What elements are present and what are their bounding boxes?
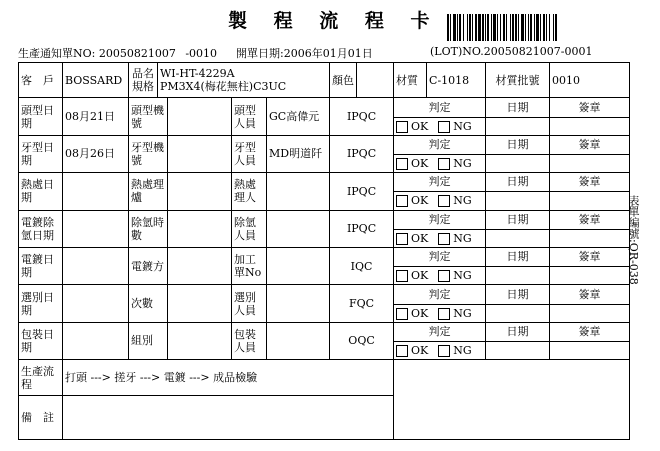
material-batch-label: 材質批號 bbox=[486, 63, 550, 98]
ng-checkbox[interactable] bbox=[438, 308, 450, 320]
ng-label: NG bbox=[453, 306, 472, 320]
judge-options bbox=[394, 155, 485, 172]
step-person-cell bbox=[232, 210, 330, 247]
judge-options bbox=[394, 230, 485, 247]
ng-checkbox[interactable] bbox=[438, 233, 450, 245]
step-person-value bbox=[267, 285, 330, 321]
sign-header: 簽章 bbox=[550, 211, 629, 230]
step-machine-value bbox=[168, 98, 232, 134]
step-date-value: 08月21日 bbox=[63, 98, 129, 135]
production-notice-no: 20050821007 bbox=[98, 47, 176, 60]
ok-label: OK bbox=[411, 306, 429, 320]
step-sign-cell bbox=[550, 285, 630, 322]
ng-checkbox[interactable] bbox=[438, 195, 450, 207]
date-check-value[interactable] bbox=[486, 342, 549, 359]
date-header: 日期 bbox=[486, 99, 549, 118]
judge-options bbox=[394, 118, 485, 135]
item-label: 品名規格 bbox=[129, 63, 158, 98]
flow-value: 打頭 ---> 搓牙 ---> 電鍍 ---> 成品檢驗 bbox=[63, 360, 394, 396]
ok-checkbox[interactable] bbox=[396, 233, 408, 245]
step-judge-cell bbox=[394, 135, 486, 172]
production-notice-suffix: -0010 bbox=[185, 47, 218, 60]
step-person-cell bbox=[232, 98, 330, 135]
step-person-label: 牙型人員 bbox=[232, 136, 267, 172]
step-person-value bbox=[267, 323, 330, 359]
sign-value[interactable] bbox=[550, 230, 629, 247]
process-row bbox=[19, 173, 630, 210]
sign-value[interactable] bbox=[550, 305, 629, 322]
info-row bbox=[19, 63, 630, 98]
sign-value[interactable] bbox=[550, 155, 629, 172]
step-machine-label: 除氫時數 bbox=[129, 211, 168, 247]
sign-value[interactable] bbox=[550, 342, 629, 359]
production-notice bbox=[18, 45, 217, 61]
sign-header: 簽章 bbox=[550, 248, 629, 267]
ok-checkbox[interactable] bbox=[396, 121, 408, 133]
ok-label: OK bbox=[411, 231, 429, 245]
ng-label: NG bbox=[453, 269, 472, 283]
step-machine-cell bbox=[129, 210, 232, 247]
lot-number bbox=[430, 45, 592, 58]
step-person-cell bbox=[232, 173, 330, 210]
customer-label: 客 戶 bbox=[19, 63, 63, 98]
customer-value: BOSSARD bbox=[63, 63, 129, 98]
sign-value[interactable] bbox=[550, 267, 629, 284]
judge-header: 判定 bbox=[394, 248, 485, 267]
ng-checkbox[interactable] bbox=[438, 121, 450, 133]
sign-value[interactable] bbox=[550, 192, 629, 209]
step-date-value bbox=[63, 210, 129, 247]
date-check-value[interactable] bbox=[486, 267, 549, 284]
step-person-label: 除氫人員 bbox=[232, 211, 267, 247]
ok-label: OK bbox=[411, 269, 429, 283]
sign-header: 簽章 bbox=[550, 99, 629, 118]
step-machine-cell bbox=[129, 173, 232, 210]
lot-value: 20050821007-0001 bbox=[483, 45, 593, 58]
ok-label: OK bbox=[411, 343, 429, 357]
step-date-value bbox=[63, 173, 129, 210]
color-cell bbox=[330, 63, 394, 98]
step-qc-type: IPQC bbox=[330, 210, 394, 247]
form-code: 表單編號:QR-038 bbox=[627, 195, 640, 285]
step-person-label: 頭型人員 bbox=[232, 98, 267, 134]
remarks-label: 備 註 bbox=[19, 396, 63, 440]
step-date-check-cell bbox=[486, 173, 550, 210]
ok-checkbox[interactable] bbox=[396, 270, 408, 282]
lot-label: (LOT)NO. bbox=[430, 45, 484, 58]
ng-checkbox[interactable] bbox=[438, 270, 450, 282]
date-header: 日期 bbox=[486, 173, 549, 192]
step-date-check-cell bbox=[486, 247, 550, 284]
step-machine-cell bbox=[129, 247, 232, 284]
step-person-cell bbox=[232, 285, 330, 322]
step-date-value bbox=[63, 247, 129, 284]
step-sign-cell bbox=[550, 247, 630, 284]
step-date-check-cell bbox=[486, 98, 550, 135]
step-judge-cell bbox=[394, 173, 486, 210]
step-person-label: 包裝人員 bbox=[232, 323, 267, 359]
step-date-label: 熱處日期 bbox=[19, 173, 63, 210]
date-header: 日期 bbox=[486, 136, 549, 155]
ng-label: NG bbox=[453, 231, 472, 245]
judge-header: 判定 bbox=[394, 211, 485, 230]
step-machine-value bbox=[168, 136, 232, 172]
judge-header: 判定 bbox=[394, 99, 485, 118]
step-sign-cell bbox=[550, 210, 630, 247]
date-check-value[interactable] bbox=[486, 192, 549, 209]
step-qc-type: IQC bbox=[330, 247, 394, 284]
material-cell bbox=[394, 63, 486, 98]
step-machine-label: 頭型機號 bbox=[129, 98, 168, 134]
step-person-value: MD明道阡 bbox=[269, 147, 323, 161]
process-row bbox=[19, 135, 630, 172]
step-person-cell bbox=[232, 322, 330, 359]
material-label: 材質 bbox=[394, 63, 427, 97]
remarks-value[interactable] bbox=[63, 396, 394, 440]
judge-header: 判定 bbox=[394, 286, 485, 305]
barcode-image bbox=[447, 14, 610, 41]
open-date-value: 2006年01月01日 bbox=[283, 47, 373, 60]
judge-options bbox=[394, 192, 485, 209]
step-judge-cell bbox=[394, 210, 486, 247]
process-row bbox=[19, 98, 630, 135]
step-machine-label: 組別 bbox=[129, 323, 168, 359]
form-title: 製 程 流 程 卡 bbox=[228, 10, 440, 32]
step-machine-value bbox=[168, 285, 232, 321]
step-machine-value bbox=[168, 323, 232, 359]
date-header: 日期 bbox=[486, 286, 549, 305]
step-machine-cell bbox=[129, 135, 232, 172]
open-date bbox=[236, 45, 373, 61]
ok-label: OK bbox=[411, 156, 429, 170]
ok-checkbox[interactable] bbox=[396, 195, 408, 207]
step-sign-cell bbox=[550, 173, 630, 210]
flow-label: 生產流程 bbox=[19, 360, 63, 396]
flow-row bbox=[19, 360, 630, 396]
step-machine-label: 熱處理爐 bbox=[129, 173, 168, 209]
step-date-label: 選別日期 bbox=[19, 285, 63, 322]
date-header: 日期 bbox=[486, 323, 549, 342]
step-sign-cell bbox=[550, 322, 630, 359]
item-spec-line2: PM3X4(梅花無柱)C3UC bbox=[160, 80, 287, 94]
step-date-value: 08月26日 bbox=[63, 135, 129, 172]
step-person-value: GC高偉元 bbox=[269, 110, 320, 124]
ng-label: NG bbox=[453, 119, 472, 133]
step-person-value bbox=[267, 173, 330, 209]
process-row bbox=[19, 285, 630, 322]
ok-checkbox[interactable] bbox=[396, 345, 408, 357]
step-machine-label: 次數 bbox=[129, 285, 168, 321]
ng-label: NG bbox=[453, 156, 472, 170]
blank-area bbox=[394, 360, 630, 440]
open-date-label: 開單日期: bbox=[236, 47, 284, 60]
ng-label: NG bbox=[453, 194, 472, 208]
sign-header: 簽章 bbox=[550, 136, 629, 155]
ok-label: OK bbox=[411, 119, 429, 133]
sign-header: 簽章 bbox=[550, 323, 629, 342]
step-judge-cell bbox=[394, 322, 486, 359]
step-person-cell bbox=[232, 135, 330, 172]
sign-header: 簽章 bbox=[550, 286, 629, 305]
color-label: 顏色 bbox=[330, 63, 357, 97]
process-row bbox=[19, 247, 630, 284]
step-machine-value bbox=[168, 211, 232, 247]
date-header: 日期 bbox=[486, 248, 549, 267]
process-flow-table bbox=[18, 62, 630, 440]
step-person-value bbox=[267, 248, 330, 284]
step-date-check-cell bbox=[486, 285, 550, 322]
step-sign-cell bbox=[550, 98, 630, 135]
process-row bbox=[19, 210, 630, 247]
judge-options bbox=[394, 267, 485, 284]
ok-checkbox[interactable] bbox=[396, 158, 408, 170]
date-check-value[interactable] bbox=[486, 155, 549, 172]
step-sign-cell bbox=[550, 135, 630, 172]
step-qc-type: IPQC bbox=[330, 173, 394, 210]
production-notice-label: 生產通知單NO: bbox=[18, 47, 96, 60]
item-spec bbox=[158, 63, 330, 98]
step-date-value bbox=[63, 322, 129, 359]
step-machine-cell bbox=[129, 285, 232, 322]
step-qc-type: FQC bbox=[330, 285, 394, 322]
item-spec-line1: WI-HT-4229A bbox=[160, 67, 235, 81]
step-qc-type: OQC bbox=[330, 322, 394, 359]
step-judge-cell bbox=[394, 285, 486, 322]
ng-checkbox[interactable] bbox=[438, 345, 450, 357]
step-machine-label: 電鍍方 bbox=[129, 248, 168, 284]
step-person-label: 熱處理人 bbox=[232, 173, 267, 209]
step-machine-label: 牙型機號 bbox=[129, 136, 168, 172]
material-batch-value: 0010 bbox=[550, 63, 630, 98]
step-person-cell bbox=[232, 247, 330, 284]
ng-checkbox[interactable] bbox=[438, 158, 450, 170]
date-check-value[interactable] bbox=[486, 118, 549, 135]
step-date-label: 頭型日期 bbox=[19, 98, 63, 135]
step-date-label: 包裝日期 bbox=[19, 322, 63, 359]
step-machine-cell bbox=[129, 98, 232, 135]
ok-label: OK bbox=[411, 194, 429, 208]
step-machine-value bbox=[168, 248, 232, 284]
step-date-check-cell bbox=[486, 210, 550, 247]
sign-header: 簽章 bbox=[550, 173, 629, 192]
date-check-value[interactable] bbox=[486, 230, 549, 247]
judge-options bbox=[394, 342, 485, 359]
step-date-value bbox=[63, 285, 129, 322]
step-machine-cell bbox=[129, 322, 232, 359]
step-machine-value bbox=[168, 173, 232, 209]
color-value bbox=[357, 63, 394, 97]
step-qc-type: IPQC bbox=[330, 135, 394, 172]
step-date-check-cell bbox=[486, 322, 550, 359]
step-date-label: 牙型日期 bbox=[19, 135, 63, 172]
step-person-label: 加工單No bbox=[232, 248, 267, 284]
ok-checkbox[interactable] bbox=[396, 308, 408, 320]
step-judge-cell bbox=[394, 247, 486, 284]
date-header: 日期 bbox=[486, 211, 549, 230]
judge-header: 判定 bbox=[394, 173, 485, 192]
judge-header: 判定 bbox=[394, 323, 485, 342]
step-date-label: 電鍍除氫日期 bbox=[19, 210, 63, 247]
material-value: C-1018 bbox=[429, 73, 470, 87]
ng-label: NG bbox=[453, 343, 472, 357]
date-check-value[interactable] bbox=[486, 305, 549, 322]
step-qc-type: IPQC bbox=[330, 98, 394, 135]
step-date-check-cell bbox=[486, 135, 550, 172]
sign-value[interactable] bbox=[550, 118, 629, 135]
step-person-value bbox=[267, 211, 330, 247]
step-date-label: 電鍍日期 bbox=[19, 247, 63, 284]
step-person-label: 選別人員 bbox=[232, 285, 267, 321]
judge-options bbox=[394, 305, 485, 322]
judge-header: 判定 bbox=[394, 136, 485, 155]
process-row bbox=[19, 322, 630, 359]
step-judge-cell bbox=[394, 98, 486, 135]
